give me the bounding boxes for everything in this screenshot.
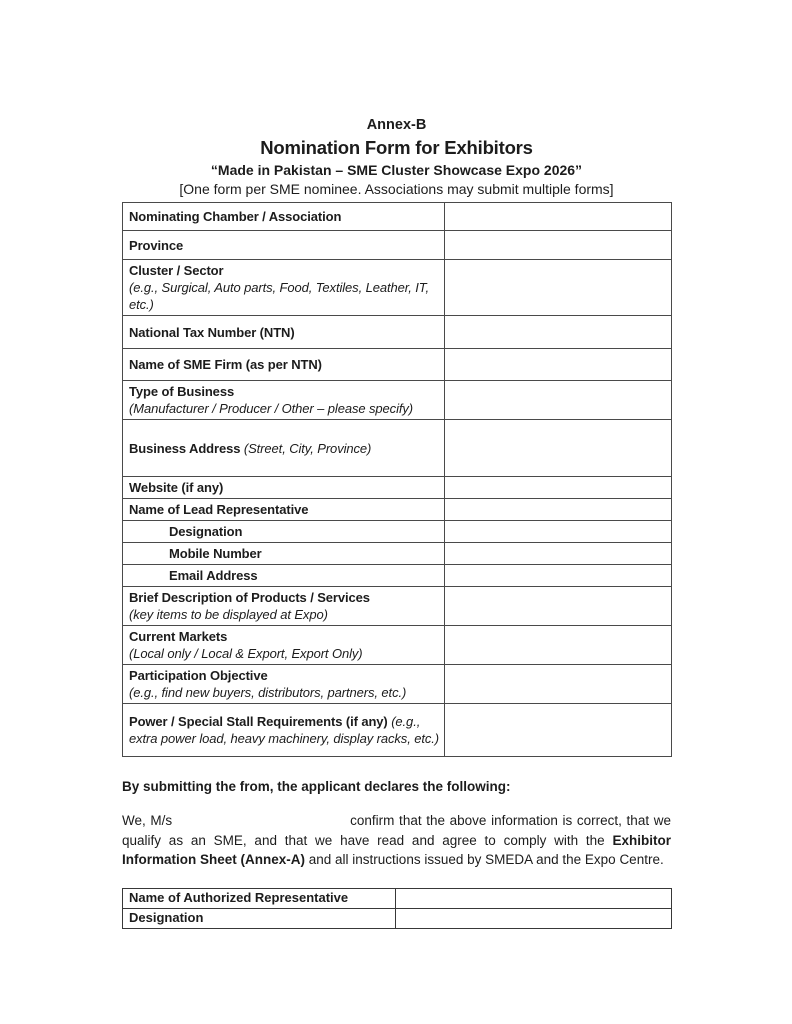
form-row — [123, 665, 672, 704]
form-note: [One form per SME nominee. Associations may submit multiple forms] — [179, 181, 614, 197]
field-label: Designation — [169, 524, 243, 539]
field-label: Brief Description of Products / Services — [129, 590, 370, 605]
declaration-body-1: confirm that the above information is correct, that we qualify as an SME, and that we have read and agree to comply with the — [122, 813, 671, 848]
form-row — [123, 260, 672, 316]
field-value-cell — [445, 260, 672, 316]
field-label-cell — [123, 565, 445, 587]
declaration-prefix: We, M/s — [122, 813, 173, 828]
field-value-cell — [445, 565, 672, 587]
field-value-cell — [445, 521, 672, 543]
field-value-cell — [445, 704, 672, 757]
field-value-cell — [445, 231, 672, 260]
field-value-cell — [445, 203, 672, 231]
field-label-cell — [123, 521, 445, 543]
form-row — [123, 543, 672, 565]
field-label: Designation — [129, 910, 204, 925]
form-row — [123, 521, 672, 543]
field-label-cell — [123, 420, 445, 477]
field-value-cell — [445, 349, 672, 381]
field-label: Type of Business — [129, 384, 235, 399]
field-value-cell — [445, 381, 672, 420]
field-label: Current Markets — [129, 629, 228, 644]
field-label-cell — [123, 260, 445, 316]
declaration-heading: By submitting the from, the applicant declares the following: — [122, 779, 511, 794]
nomination-form-table — [122, 202, 672, 757]
field-label: Nominating Chamber / Association — [129, 209, 342, 224]
field-hint: (e.g., find new buyers, distributors, partners, etc.) — [129, 685, 407, 700]
field-value-cell — [445, 543, 672, 565]
field-hint: (Street, City, Province) — [243, 440, 372, 456]
field-value-cell — [445, 587, 672, 626]
field-hint: (key items to be displayed at Expo) — [129, 607, 328, 622]
form-row — [123, 477, 672, 499]
expo-subtitle: “Made in Pakistan – SME Cluster Showcase Expo 2026” — [210, 162, 583, 178]
field-hint: (Local only / Local & Export, Export Only) — [129, 646, 363, 661]
field-label: Mobile Number — [169, 546, 262, 561]
form-row — [123, 203, 672, 231]
document-header — [122, 116, 671, 198]
form-row — [123, 316, 672, 349]
field-label: Name of SME Firm (as per NTN) — [129, 357, 322, 372]
field-hint: (e.g., extra power load, heavy machinery, display racks, etc.) — [129, 714, 440, 746]
field-label: Business Address — [129, 440, 241, 456]
field-label: Email Address — [169, 568, 258, 583]
field-label-cell — [123, 381, 445, 420]
field-hint: (Manufacturer / Producer / Other – please specify) — [129, 401, 414, 416]
table-row — [123, 908, 672, 928]
declaration-paragraph — [122, 811, 671, 870]
declaration-annex-a-ref: Exhibitor Information Sheet (Annex-A) — [122, 832, 671, 867]
field-label-cell — [123, 626, 445, 665]
table-row — [123, 888, 672, 908]
field-label-cell — [123, 888, 396, 908]
form-row — [123, 231, 672, 260]
form-row — [123, 587, 672, 626]
field-label: Participation Objective — [129, 668, 268, 683]
field-hint: (e.g., Surgical, Auto parts, Food, Textiles, Leather, IT, etc.) — [129, 280, 429, 312]
form-row — [123, 626, 672, 665]
field-value-cell — [445, 626, 672, 665]
field-label-cell — [123, 543, 445, 565]
form-row — [123, 704, 672, 757]
field-label: Cluster / Sector — [129, 263, 224, 278]
declaration-body-2: and all instructions issued by SMEDA and the Expo Centre. — [305, 852, 664, 867]
field-value-cell — [445, 420, 672, 477]
field-label: Power / Special Stall Requirements (if any) — [129, 714, 388, 729]
form-row — [123, 381, 672, 420]
field-label-cell — [123, 587, 445, 626]
field-label-cell — [123, 499, 445, 521]
field-value-cell — [396, 908, 672, 928]
field-value-cell — [445, 316, 672, 349]
field-label-cell — [123, 908, 396, 928]
field-label: Name of Lead Representative — [129, 502, 309, 517]
form-row — [123, 349, 672, 381]
field-label: Name of Authorized Representative — [129, 890, 349, 905]
field-label-cell — [123, 665, 445, 704]
form-title: Nomination Form for Exhibitors — [260, 137, 533, 158]
field-label-cell — [123, 316, 445, 349]
field-label: National Tax Number (NTN) — [129, 324, 295, 340]
field-value-cell — [445, 499, 672, 521]
field-value-cell — [445, 477, 672, 499]
field-label-cell — [123, 477, 445, 499]
field-label-cell — [123, 349, 445, 381]
field-value-cell — [396, 888, 672, 908]
authorized-rep-table — [122, 888, 672, 929]
form-row — [123, 499, 672, 521]
form-row — [123, 420, 672, 477]
field-label: Website (if any) — [129, 480, 224, 495]
field-label-cell — [123, 704, 445, 757]
field-label-cell — [123, 231, 445, 260]
annex-label: Annex-B — [366, 117, 427, 133]
field-label: Province — [129, 237, 184, 253]
form-row — [123, 565, 672, 587]
field-value-cell — [445, 665, 672, 704]
field-label-cell — [123, 203, 445, 231]
